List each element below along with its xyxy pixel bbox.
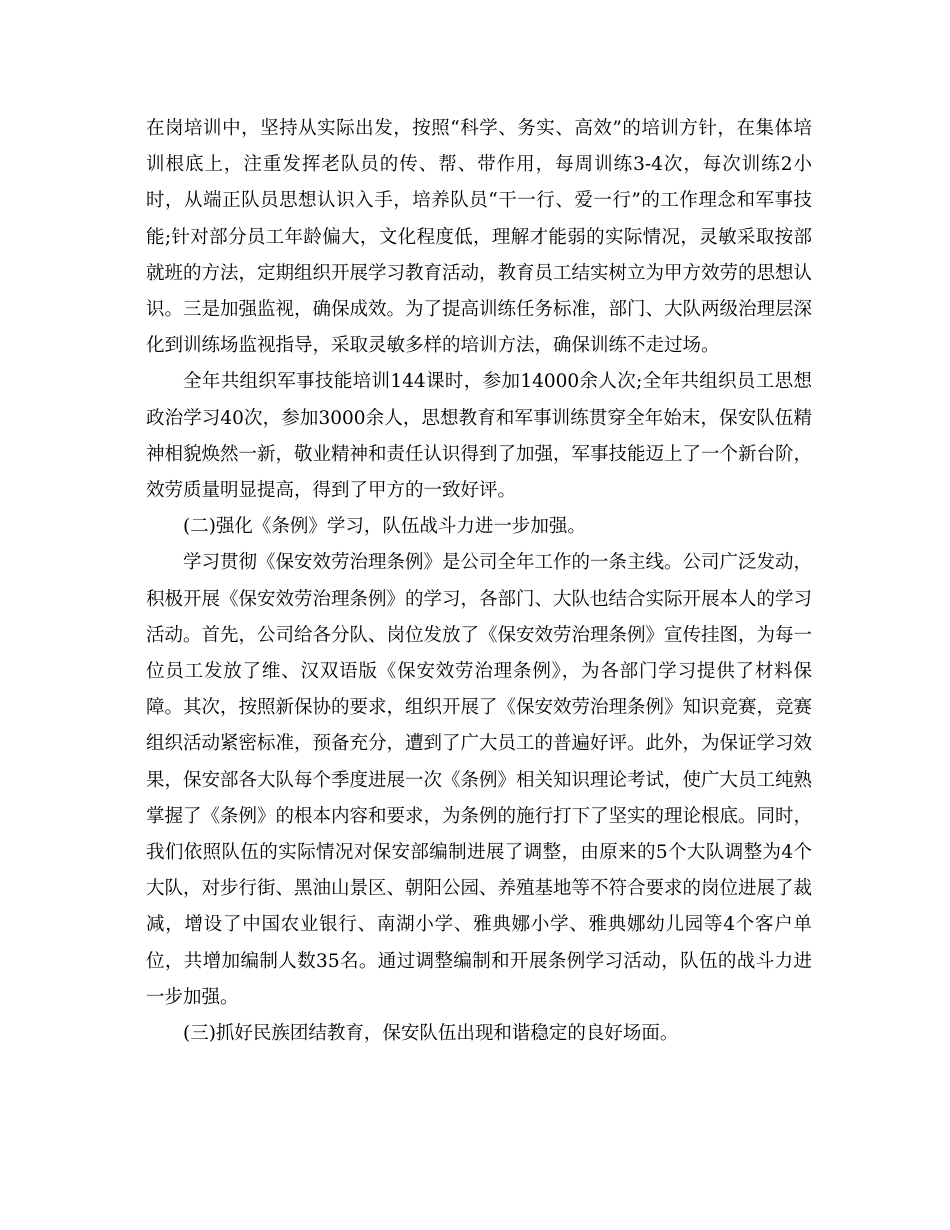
paragraph-annual-statistics: 全年共组织军事技能培训144课时，参加14000余人次;全年共组织员工思想政治学习40次，参加3000余人，思想教育和军事训练贯穿全年始末，保安队伍精神相貌焕然一新，敬业精神和责任认识得到了加强，军事技能迈上了一个新台阶，效劳质量明显提高，得到了甲方的一致好评。 — [146, 371, 813, 502]
paragraph-regulations-study: 学习贯彻《保安效劳治理条例》是公司全年工作的一条主线。公司广泛发动，积极开展《保安效劳治理条例》的学习，各部门、大队也结合实际开展本人的学习活动。首先，公司给各分队、岗位发放了《保安效劳治理条例》宣传挂图，为每一位员工发放了维、汉双语版《保安效劳治理条例》，为各部门学习提供了材料保障。其次，按照新保协的要求，组织开展了《保安效劳治理条例》知识竞赛，竞赛组织活动紧密标准，预备充分，遭到了广大员工的普遍好评。此外，为保证学习效果，保安部各大队每个季度进展一次《条例》相关知识理论考试，使广大员工纯熟掌握了《条例》的根本内容和要求，为条例的施行打下了坚实的理论根底。同时，我们依照队伍的实际情况对保安部编制进展了调整，由原来的5个大队调整为4个大队，对步行街、黑油山景区、朝阳公园、养殖基地等不符合要求的岗位进展了裁减，增设了中国农业银行、南湖小学、雅典娜小学、雅典娜幼儿园等4个客户单位，共增加编制人数35名。通过调整编制和开展条例学习活动，队伍的战斗力进一步加强。 — [146, 552, 813, 1008]
document-page — [146, 111, 812, 1052]
paragraph-training-continuation: 在岗培训中，坚持从实际出发，按照“科学、务实、高效”的培训方针，在集体培训根底上，注重发挥老队员的传、帮、带作用，每周训练3-4次，每次训练2小时，从端正队员思想认识入手，培养队员“干一行、爱一行”的工作理念和军事技能;针对部分员工年龄偏大，文化程度低，理解才能弱的实际情况，灵敏采取按部就班的方法，定期组织开展学习教育活动，教育员工结实树立为甲方效劳的思想认识。三是加强监视，确保成效。为了提高训练任务标准，部门、大队两级治理层深化到训练场监视指导，采取灵敏多样的培训方法，确保训练不走过场。 — [146, 118, 813, 357]
section-heading-ethnic-unity: (三)抓好民族团结教育，保安队伍出现和谐稳定的良好场面。 — [183, 1023, 679, 1045]
section-heading-regulations: (二)强化《条例》学习，队伍战斗力进一步加强。 — [183, 516, 586, 538]
